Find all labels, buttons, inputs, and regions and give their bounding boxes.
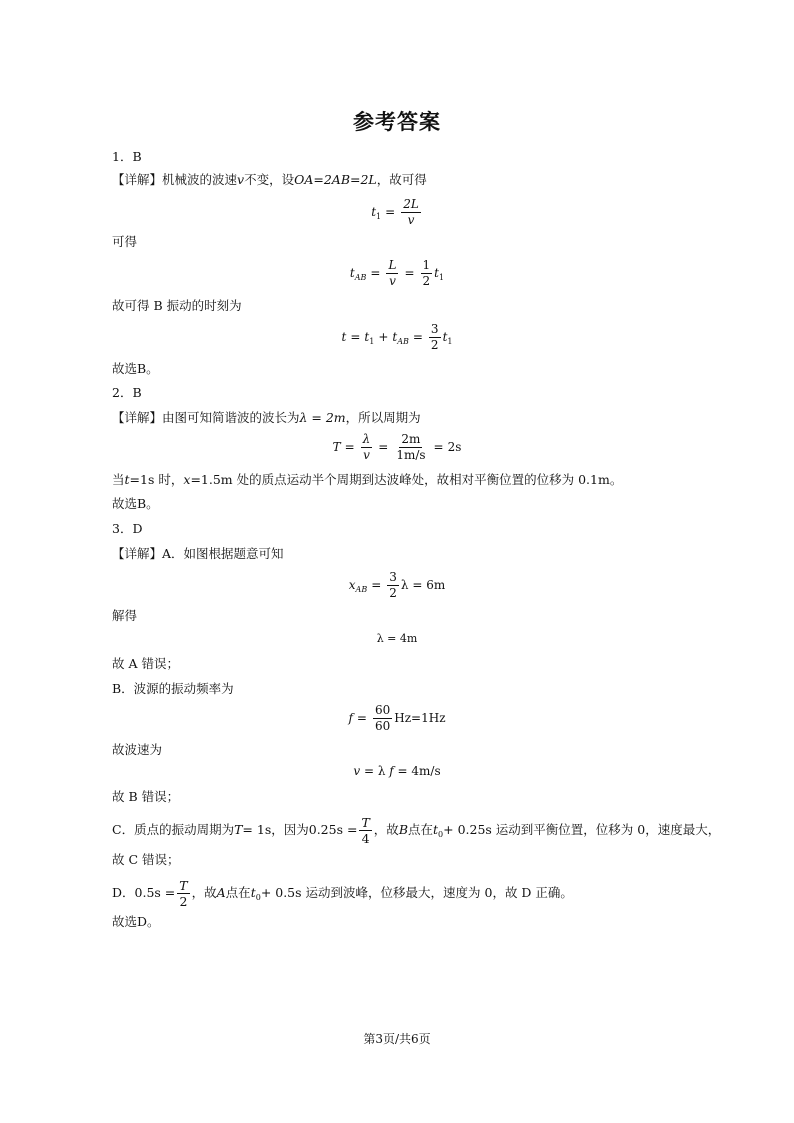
q3-answer: 故选D。 [112,914,160,929]
page-footer: 第3页/共6页 [363,1032,431,1046]
q3-equation-b: f = $\frac{60}{60}$ Hz=1Hz [348,703,446,733]
q1-detail: 【详解】机械波的波速v不变，设OA=2AB=2L，故可得 [112,172,427,187]
q1-answer: 故选B。 [112,361,159,376]
q3-wrong-b: 故 B 错误； [112,789,180,804]
q1-line-b: 故可得 B 振动的时刻为 [112,298,242,313]
q3-line-b: B．波源的振动频率为 [112,681,234,696]
q1-equation-1: $t_1$ = $\frac{2L}{v}$ [371,197,419,227]
q1-keyi: 可得 [112,234,138,249]
q3-equation-a: $x_{AB}$ = $\frac{3}{2}$ λ = 6m [348,570,446,600]
q3-line-d: D．0.5s = $\frac{T}{2}$ ，故A点在$t_0+ 0.5s$ 运动到波峰，位移最大，速度为 0，故 D 正确。 [112,878,573,909]
q3-equation-a2: λ = 4m [376,632,418,645]
q3-wrong-c: 故 C 错误； [112,852,180,867]
q2-answer: 故选B。 [112,496,159,511]
q3-wrong-a: 故 A 错误； [112,656,179,671]
q3-equation-b2: v = λ f = 4m/s [353,764,441,778]
q3-bosu: 故波速为 [112,742,163,757]
q3-number: 3．D [112,521,143,536]
q1-equation-3: $t = t_1 + t_{AB}$ = $\frac{3}{2}$ $t_1$ [341,322,453,352]
q2-number: 2．B [112,385,142,400]
q2-equation: T = $\frac{\lambda}{v}$ = $\frac{2m}{1m/s}$ = 2s [332,432,462,462]
q3-line-c: C．质点的振动周期为T= 1s，因为0.25s = $\frac{T}{4}$ ，故B点在$t_0+ 0.25s$ 运动到平衡位置，位移为 0，速度最大， [112,815,721,846]
q2-line-1: 当t=1s 时，x=1.5m 处的质点运动半个周期到达波峰处，故相对平衡位置的位移为 0.1m。 [112,472,623,487]
page-title: 参考答案 [353,110,441,134]
q3-detail-a: 【详解】A．如图根据题意可知 [112,546,284,561]
q2-detail: 【详解】由图可知简谐波的波长为λ = 2m，所以周期为 [112,410,421,425]
q1-equation-2: $t_{AB}$ = $\frac{L}{v}$ = $\frac{1}{2}$ $t_1$ [349,258,445,288]
q3-jiede: 解得 [112,608,138,623]
q1-number: 1．B [112,149,142,164]
